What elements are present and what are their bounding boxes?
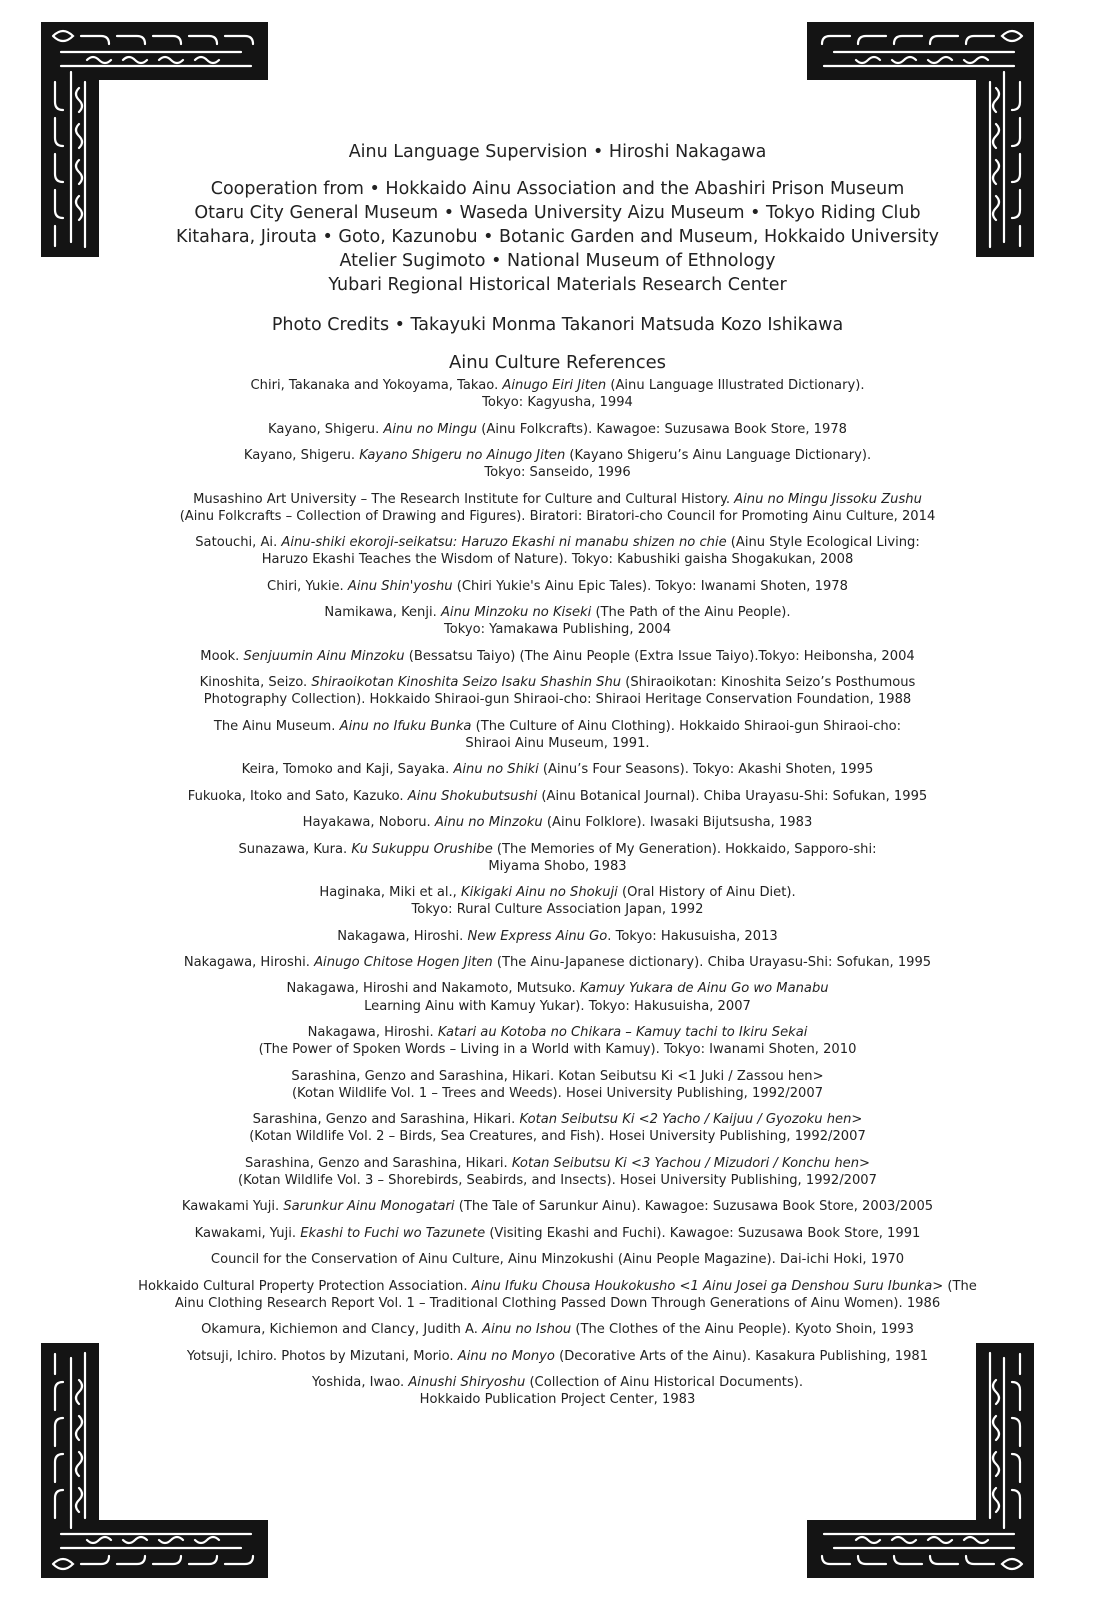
reference-entry [125,1278,990,1312]
reference-entry [125,841,990,875]
reference-text: Kawakami Yuji. [181,1199,284,1215]
reference-title: Ainu no Ishou [482,1322,572,1338]
reference-text: Hokkaido Cultural Property Protection Association. [138,1278,472,1294]
reference-title: Katari au Kotoba no Chikara – Kamuy tachi to Ikiru Sekai [437,1025,808,1041]
reference-text: (Kotan Wildlife Vol. 3 – Shorebirds, Seabirds, and Insects). Hosei University Publishing, 1992/2007 [238,1173,877,1189]
reference-text: Kinoshita, Seizo. [199,675,312,691]
reference-title: Ainu no Shiki [453,762,539,778]
reference-title: Kayano Shigeru no Ainugo Jiten [359,447,566,463]
reference-text: (Collection of Ainu Historical Documents). [525,1374,804,1390]
reference-text: Kayano, Shigeru. [243,447,360,463]
reference-entry [125,954,990,971]
reference-entry [125,814,990,831]
reference-text: Nakagawa, Hiroshi and Nakamoto, Mutsuko. [286,981,580,997]
reference-entry [125,674,990,708]
cooperation-line: Otaru City General Museum • Waseda University Aizu Museum • Tokyo Riding Club [194,203,921,223]
credits-page [125,140,990,1418]
reference-title: Ainu no Mingu [383,421,478,437]
reference-text: Sarashina, Genzo and Sarashina, Hikari. [244,1155,512,1171]
reference-title: Kotan Seibutsu Ki <2 Yacho / Kaijuu / Gyozoku hen> [519,1112,863,1128]
reference-text: Fukuoka, Itoko and Sato, Kazuko. [187,788,408,804]
reference-text: (Kotan Wildlife Vol. 1 – Trees and Weeds). Hosei University Publishing, 1992/2007 [291,1085,824,1101]
reference-title: Sarunkur Ainu Monogatari [283,1199,455,1215]
reference-text: (Shiraoikotan: Kinoshita Seizo’s Posthumous [621,675,916,691]
credits-header [125,140,990,375]
reference-entry [125,1024,990,1058]
reference-title: Ekashi to Fuchi wo Tazunete [300,1225,486,1241]
reference-entry [125,1348,990,1365]
photo-credits: Photo Credits • Takayuki Monma Takanori Matsuda Kozo Ishikawa [271,315,844,335]
references-list [125,377,990,1408]
reference-title: Kamuy Yukara de Ainu Go wo Manabu [579,981,829,997]
reference-entry [125,1155,990,1189]
reference-title: Ainugo Chitose Hogen Jiten [314,955,493,971]
reference-text: (The Ainu Clothing Research Report Vol. 1 – Traditional Clothing Passed Down Through Generations of Ainu Women). 1986 [174,1278,977,1311]
reference-text: (Decorative Arts of the Ainu). Kasakura Publishing, 1981 [554,1348,929,1364]
reference-text: Yoshida, Iwao. [311,1374,409,1390]
reference-entry [125,1111,990,1145]
reference-text: Tokyo: Rural Culture Association Japan, 1992 [411,902,704,918]
cooperation-credits [125,177,990,297]
reference-text: Sarashina, Genzo and Sarashina, Hikari. Kotan Seibutsu Ki <1 Juki / Zassou hen> [291,1068,824,1084]
reference-text: Okamura, Kichiemon and Clancy, Judith A. [201,1322,483,1338]
reference-text: (The Tale of Sarunkur Ainu). Kawagoe: Suzusawa Book Store, 2003/2005 [454,1199,934,1215]
cooperation-line: Atelier Sugimoto • National Museum of Ethnology [339,251,776,271]
references-title: Ainu Culture References [448,352,667,373]
reference-text: Photography Collection). Hokkaido Shiraoi-gun Shiraoi-cho: Shiraoi Heritage Conservation Foundation, 1988 [203,692,912,708]
reference-text: Sunazawa, Kura. [238,841,352,857]
reference-text: Satouchi, Ai. [195,535,282,551]
cooperation-line: Kitahara, Jirouta • Goto, Kazunobu • Botanic Garden and Museum, Hokkaido University [175,227,940,247]
reference-entry [125,1225,990,1242]
reference-title: Ainushi Shiryoshu [408,1374,526,1390]
reference-entry [125,980,990,1014]
reference-text: Learning Ainu with Kamuy Yukar). Tokyo: Hakusuisha, 2007 [364,998,751,1014]
reference-entry [125,491,990,525]
reference-text: (Ainu Botanical Journal). Chiba Urayasu-Shi: Sofukan, 1995 [537,788,928,804]
reference-text: (Ainu Folkcrafts). Kawagoe: Suzusawa Book Store, 1978 [477,421,847,437]
reference-text: (Chiri Yukie's Ainu Epic Tales). Tokyo: Iwanami Shoten, 1978 [452,578,848,594]
reference-entry [125,928,990,945]
reference-text: Tokyo: Sanseido, 1996 [484,465,631,481]
reference-text: Tokyo: Kagyusha, 1994 [482,395,633,411]
reference-text: . Tokyo: Hakusuisha, 2013 [607,928,778,944]
reference-text: (Ainu Folkcrafts – Collection of Drawing and Figures). Biratori: Biratori-cho Council for Promoting Ainu Culture, 2014 [179,508,936,524]
reference-entry [125,761,990,778]
reference-text: Chiri, Yukie. [267,578,348,594]
cooperation-line: Cooperation from • Hokkaido Ainu Association and the Abashiri Prison Museum [210,179,905,199]
reference-title: Ainu no Minzoku [434,815,543,831]
reference-text: Haruzo Ekashi Teaches the Wisdom of Nature). Tokyo: Kabushiki gaisha Shogakukan, 2008 [261,552,854,568]
reference-title: Shiraoikotan Kinoshita Seizo Isaku Shashin Shu [311,675,622,691]
reference-entry [125,421,990,438]
reference-text: (Oral History of Ainu Diet). [617,885,796,901]
reference-text: (Kotan Wildlife Vol. 2 – Birds, Sea Creatures, and Fish). Hosei University Publishing, 1992/2007 [249,1129,866,1145]
reference-text: Tokyo: Yamakawa Publishing, 2004 [443,622,672,638]
reference-text: Chiri, Takanaka and Yokoyama, Takao. [250,378,503,393]
language-supervision: Ainu Language Supervision • Hiroshi Nakagawa [348,142,767,162]
reference-title: Ainu-shiki ekoroji-seikatsu: Haruzo Ekashi ni manabu shizen no chie [281,535,727,551]
reference-entry [125,578,990,595]
reference-text: Hokkaido Publication Project Center, 1983 [419,1392,696,1408]
reference-text: Nakagawa, Hiroshi. [337,928,468,944]
reference-text: Namikawa, Kenji. [324,605,441,621]
reference-text: (Ainu Folklore). Iwasaki Bijutsusha, 1983 [542,815,813,831]
reference-entry [125,1198,990,1215]
reference-text: Yotsuji, Ichiro. Photos by Mizutani, Morio. [186,1348,458,1364]
reference-text: Mook. [200,648,244,664]
reference-text: (The Power of Spoken Words – Living in a World with Kamuy). Tokyo: Iwanami Shoten, 2010 [258,1042,857,1058]
reference-text: (Kayano Shigeru’s Ainu Language Dictionary). [565,447,872,463]
reference-text: Kawakami, Yuji. [194,1225,301,1241]
reference-text: Shiraoi Ainu Museum, 1991. [465,735,650,751]
reference-text: (The Ainu-Japanese dictionary). Chiba Urayasu-Shi: Sofukan, 1995 [492,955,932,971]
reference-entry [125,788,990,805]
reference-text: Keira, Tomoko and Kaji, Sayaka. [241,762,454,778]
reference-text: (Ainu’s Four Seasons). Tokyo: Akashi Shoten, 1995 [538,762,874,778]
reference-title: Ainugo Eiri Jiten [502,378,607,393]
reference-text: Musashino Art University – The Research Institute for Culture and Cultural History. [193,491,735,507]
reference-title: New Express Ainu Go [467,928,608,944]
reference-entry [125,1251,990,1268]
reference-text: Haginaka, Miki et al., [319,885,462,901]
reference-text: Hayakawa, Noboru. [302,815,435,831]
reference-entry [125,604,990,638]
reference-entry [125,718,990,752]
reference-title: Senjuumin Ainu Minzoku [243,648,405,664]
reference-text: (Bessatsu Taiyo) (The Ainu People (Extra Issue Taiyo).Tokyo: Heibonsha, 2004 [404,648,915,664]
reference-entry [125,648,990,665]
reference-title: Ainu no Mingu Jissoku Zushu [734,491,922,507]
reference-text: The Ainu Museum. [213,718,340,734]
reference-text: Miyama Shobo, 1983 [488,858,627,874]
reference-entry [125,884,990,918]
cooperation-line: Yubari Regional Historical Materials Research Center [328,275,787,295]
reference-text: Nakagawa, Hiroshi. [183,955,315,971]
reference-entry [125,534,990,568]
reference-title: Ainu Ifuku Chousa Houkokusho <1 Ainu Josei ga Denshou Suru Ibunka> [471,1278,944,1294]
reference-text: Council for the Conservation of Ainu Culture, Ainu Minzokushi (Ainu People Magazine). Dai-ichi Hoki, 1970 [210,1252,905,1268]
reference-title: Ku Sukuppu Orushibe [351,841,493,857]
reference-title: Ainu Shokubutsushi [407,788,538,804]
reference-text: (The Path of the Ainu People). [591,605,791,621]
reference-text: (Ainu Style Ecological Living: [726,535,920,551]
reference-entry [125,1321,990,1338]
reference-entry [125,1068,990,1102]
reference-title: Ainu Minzoku no Kiseki [440,605,592,621]
reference-title: Ainu no Ifuku Bunka [339,718,472,734]
reference-entry [125,1374,990,1408]
reference-text: (Visiting Ekashi and Fuchi). Kawagoe: Suzusawa Book Store, 1991 [485,1225,921,1241]
reference-text: Nakagawa, Hiroshi. [307,1025,438,1041]
reference-entry [125,377,990,411]
reference-text: (The Culture of Ainu Clothing). Hokkaido Shiraoi-gun Shiraoi-cho: [471,718,902,734]
reference-text: Sarashina, Genzo and Sarashina, Hikari. [252,1112,520,1128]
reference-text: Kayano, Shigeru. [268,421,384,437]
reference-text: (Ainu Language Illustrated Dictionary). [606,378,865,393]
reference-entry [125,447,990,481]
reference-title: Kotan Seibutsu Ki <3 Yachou / Mizudori / Konchu hen> [511,1155,871,1171]
reference-title: Kikigaki Ainu no Shokuji [461,885,618,901]
reference-text: (The Memories of My Generation). Hokkaido, Sapporo-shi: [492,841,877,857]
reference-title: Ainu no Monyo [457,1348,555,1364]
reference-text: (The Clothes of the Ainu People). Kyoto Shoin, 1993 [571,1322,914,1338]
reference-title: Ainu Shin'yoshu [347,578,453,594]
